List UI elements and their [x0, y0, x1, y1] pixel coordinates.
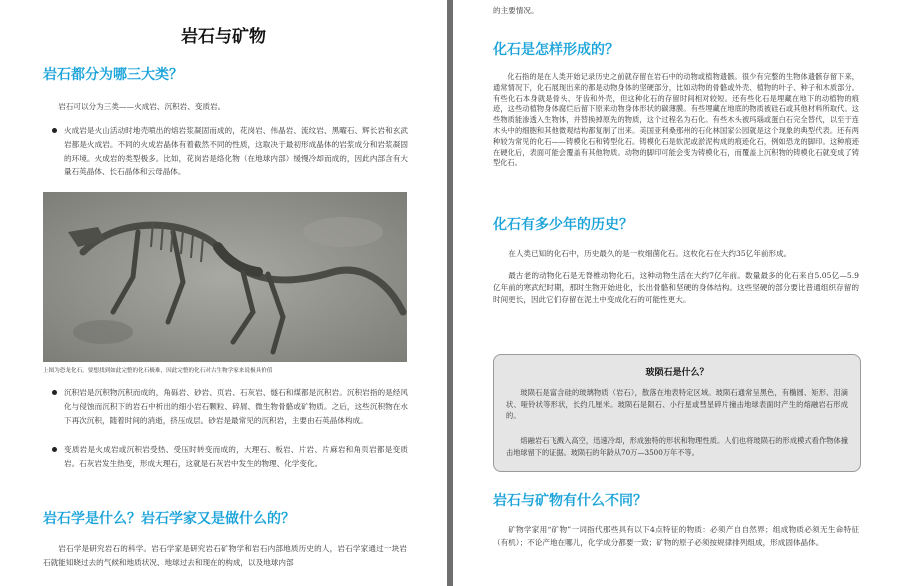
section-heading-rock-vs-mineral: 岩石与矿物有什么不同？ — [493, 493, 647, 509]
fossil-age-paragraph-2: 最古老的动物化石是无脊椎动物化石，这种动物生活在大约7亿年前。数量最多的化石来自5.05亿—5.9亿年前的寒武纪时期，那时生物开始进化，长出骨骼和坚硬的身体结构。这些坚硬的部分要比普通组织存留的时间更长，因此它们存留在泥土中变成化石的可能性更大。 — [493, 271, 859, 305]
bullet-dot — [52, 390, 57, 395]
bullet-sedimentary — [64, 386, 408, 427]
fossil-formation-paragraph: 化石指的是在人类开始记录历史之前就存留在岩石中的动物或植物遗骸。很少有完整的生物体遗骸存留下来，通常情况下，化石展现出来的都是动物身体的坚硬部分，比如动物的骨骼或外壳、植物的叶子、种子和木质部分。有些化石本身就是骨头、牙齿和外壳，但这种化石的存留时间相对较短。还有些化石是埋藏在地下的动植物的痕迹，这些动植物身体腐烂后留下原来动物身体形状的碳薄膜。有些埋藏在地底的物质被硅石或其他材料所取代。这些物质能渗透入生物体，并替换掉原先的物质，这个过程名为石化。有些木头被玛瑙或蛋白石完全替代，以至于连木头中的细胞和其他微观结构都复制了出来。美国亚利桑那州的石化林国家公园就是这个现象的典型代表。还有两种较为常见的化石——铸模化石和铸型化石。铸模化石是软泥或淤泥构成的痕迹化石，例如恐龙的脚印。这种痕迹在硬化后，表面可能会覆盖有其他物质。动物的脚印可能会变为铸模化石，而覆盖上沉积物的铸模化石就变成了铸型化石。 — [493, 72, 859, 168]
page-title: 岩石与矿物 — [181, 27, 266, 47]
petrology-paragraph: 岩石学是研究岩石的科学。岩石学家是研究岩石矿物学和岩石内部地质历史的人，岩石学家通过一块岩石就能知晓过去的气候和地质状况、地球过去和现在的构成，以及地球内部 — [43, 544, 407, 567]
bullet-dot — [52, 447, 57, 452]
callout-paragraph-2: 熔融岩石飞溅入高空，迅速冷却，形成独特的形状和物理性质。人们也将玻陨石的形成模式看作物体撞击地球留下的证据。玻陨石的年龄从70万—3500万年不等。 — [506, 436, 848, 457]
rock-vs-mineral-paragraph: 矿物学家用“矿物”一词指代那些具有以下4点特征的物质：必须产自自然界；组成物质必须无生命特征（有机）；不论产地在哪儿，化学成分都要一致；矿物的原子必须按规律排列组成，形成固体晶体。 — [493, 525, 859, 547]
section-heading-fossil-age: 化石有多少年的历史？ — [493, 217, 633, 233]
fossil-illustration — [43, 192, 407, 362]
section-heading-fossil-formation: 化石是怎样形成的？ — [493, 42, 619, 58]
bullet-dot — [52, 128, 57, 133]
section-heading-petrology: 岩石学是什么？岩石学家又是做什么的？ — [43, 511, 295, 527]
bullet-igneous-text: 火成岩是火山活动时地壳喷出的熔岩浆凝固而成的，花岗岩、伟晶岩、流纹岩、黑曜石、辉长岩和玄武岩都是火成岩。不同的火成岩晶体有着截然不同的性质，这取决于最初形成晶体的岩浆成分和岩浆凝固的环境。火成岩的类型极多。比如，花岗岩是络化物（在地球内部）缓慢冷却而成的，因此内部含有大量石英晶体、长石晶体和云母晶体。 — [64, 126, 408, 177]
callout-paragraph-1: 玻陨石是富含硅的玻璃物质（岩石），散落在地表特定区域。玻陨石通常呈黑色，有椭圆、矩形、泪滴状、哑铃状等形状，长约几厘米。玻陨石是陨石、小行星或彗星碎片撞击地球表面时产生的熔融岩石形成的。 — [506, 388, 848, 421]
dinosaur-fossil-image — [43, 192, 407, 362]
fossil-age-paragraph-1: 在人类已知的化石中，历史最久的是一枚细菌化石。这枚化石在大约35亿年前形成。 — [508, 249, 792, 258]
bullet-sedimentary-text: 沉积岩是沉积物沉积而成的，角砾岩、砂岩、页岩、石灰岩、燧石和煤都是沉积岩。沉积岩指的是经风化与侵蚀而沉积下的岩石中析出的细小岩石颗粒、碎屑、微生物骨骼或矿物质。之后，这些沉积物在水下再次沉积，随着时间的消逝，挤压成层。砂岩是最常见的沉积岩，主要由石英晶体构成。 — [64, 388, 408, 425]
callout-title: 玻陨石是什么？ — [645, 368, 709, 378]
continued-text: 的主要情况。 — [493, 6, 539, 15]
bullet-metamorphic — [64, 443, 408, 471]
figure-caption: 上图为恐龙化石。要想找到如此完整的化石极难，因此完整的化石对古生物学家来说极具价值 — [43, 368, 273, 374]
tektite-callout-box — [493, 354, 861, 472]
bullet-metamorphic-text: 变质岩是火成岩或沉积岩受热、受压时转变而成的，大理石、板岩、片岩、片麻岩和角页岩都是变质岩。石灰岩发生热变，形成大理石，这就是石灰岩中发生的物理、化学变化。 — [64, 445, 408, 468]
intro-paragraph: 岩石可以分为三类——火成岩、沉积岩、变质岩。 — [58, 102, 226, 111]
bullet-igneous — [64, 124, 408, 179]
left-page — [0, 0, 447, 586]
right-page — [453, 0, 900, 586]
section-heading-rock-types: 岩石都分为哪三大类？ — [43, 67, 183, 83]
